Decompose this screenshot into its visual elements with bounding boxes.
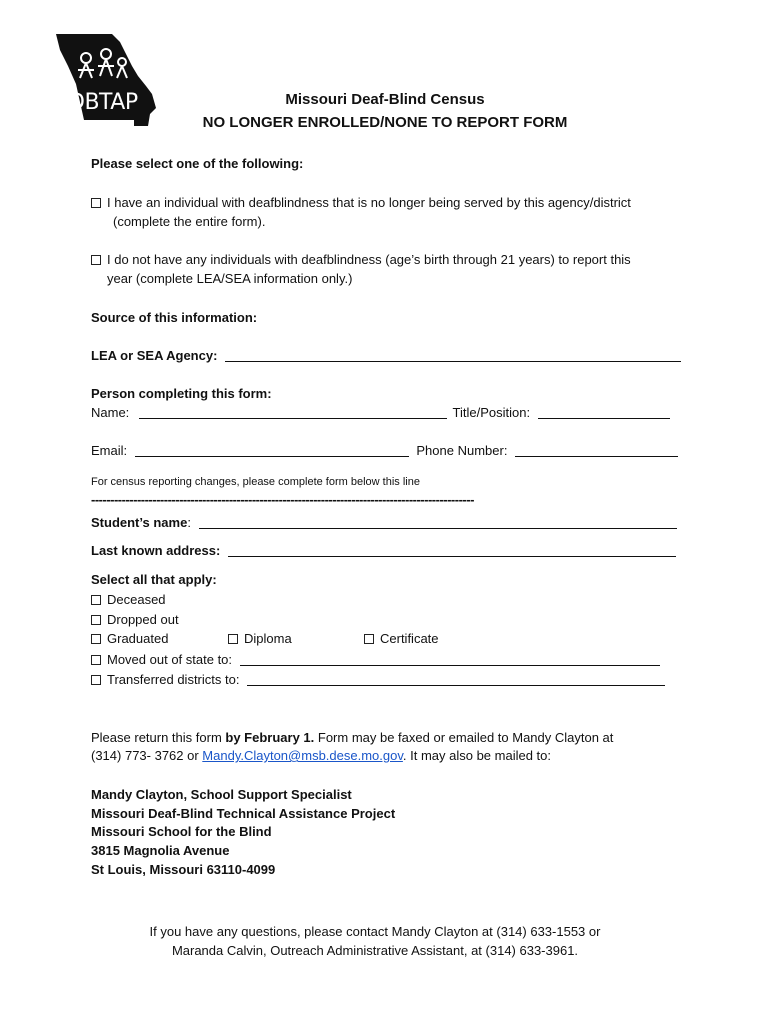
check-deceased	[91, 592, 166, 607]
phone-field[interactable]	[515, 444, 678, 457]
student-name-field[interactable]	[199, 516, 677, 529]
footer-line2: Maranda Calvin, Outreach Administrative Assistant, at (314) 633-3961.	[171, 943, 579, 958]
option-2-text-cont: year (complete LEA/SEA information only.)	[107, 271, 353, 286]
moved-checkbox[interactable]	[91, 655, 101, 665]
dropped-out-label: Dropped out	[107, 612, 179, 627]
return-deadline: by February 1.	[225, 730, 315, 745]
certificate-checkbox[interactable]	[364, 634, 374, 644]
person-label: Person completing this form:	[91, 386, 272, 401]
footer-line1: If you have any questions, please contact Mandy Clayton at (314) 633-1553 or	[149, 924, 601, 939]
deceased-checkbox[interactable]	[91, 595, 101, 605]
check-diploma	[228, 631, 292, 646]
address-line-3: Missouri School for the Blind	[91, 824, 272, 839]
deceased-label: Deceased	[107, 592, 166, 607]
option-2-text: I do not have any individuals with deafblindness (age’s birth through 21 years) to report this	[107, 252, 631, 267]
return-line2	[91, 748, 551, 763]
moved-field[interactable]	[240, 653, 660, 666]
address-line-4: 3815 Magnolia Avenue	[91, 843, 230, 858]
check-dropped-out	[91, 612, 179, 627]
transferred-label: Transferred districts to:	[107, 672, 240, 687]
agency-row	[91, 348, 681, 363]
option-2	[91, 252, 631, 267]
agency-label: LEA or SEA Agency:	[91, 348, 218, 363]
divider: ----------------------------------------------------------------------------------------------------	[91, 492, 474, 507]
last-address-row	[91, 543, 676, 558]
transferred-field[interactable]	[247, 673, 665, 686]
address-line-1: Mandy Clayton, School Support Specialist	[91, 787, 352, 802]
check-graduated	[91, 631, 168, 646]
logo-text: DBTAP	[68, 90, 138, 115]
email-link[interactable]: Mandy.Clayton@msb.dese.mo.gov	[202, 748, 403, 763]
student-name-label: Student’s name	[91, 515, 188, 530]
option-2-checkbox[interactable]	[91, 255, 101, 265]
census-note: For census reporting changes, please complete form below this line	[91, 476, 420, 488]
title-position-label: Title/Position:	[452, 405, 531, 420]
instructions: Please select one of the following:	[91, 156, 304, 171]
diploma-checkbox[interactable]	[228, 634, 238, 644]
option-1	[91, 195, 631, 210]
email-row	[91, 443, 678, 458]
source-label: Source of this information:	[91, 310, 258, 325]
return-text-4: . It may also be mailed to:	[402, 748, 552, 763]
diploma-label: Diploma	[244, 631, 292, 646]
last-address-field[interactable]	[228, 544, 676, 557]
return-text-3: (314) 773- 3762 or	[91, 748, 203, 763]
name-field[interactable]	[139, 406, 447, 419]
student-name-colon: :	[187, 515, 191, 530]
return-line1	[91, 730, 613, 745]
agency-field[interactable]	[225, 349, 681, 362]
check-moved	[91, 652, 660, 667]
return-text-1: Please return this form	[91, 730, 226, 745]
check-transferred	[91, 672, 665, 687]
select-all-label: Select all that apply:	[91, 572, 217, 587]
form-title-line2: NO LONGER ENROLLED/NONE TO REPORT FORM	[202, 114, 568, 131]
title-position-field[interactable]	[538, 406, 670, 419]
certificate-label: Certificate	[380, 631, 439, 646]
graduated-label: Graduated	[107, 631, 169, 646]
check-certificate	[364, 631, 439, 646]
email-label: Email:	[91, 443, 128, 458]
name-row	[91, 405, 670, 420]
name-label: Name:	[91, 405, 130, 420]
option-1-checkbox[interactable]	[91, 198, 101, 208]
student-name-row	[91, 515, 677, 530]
option-1-text-cont: (complete the entire form).	[113, 214, 266, 229]
graduated-checkbox[interactable]	[91, 634, 101, 644]
return-text-2: Form may be faxed or emailed to Mandy Clayton at	[314, 730, 614, 745]
address-line-5: St Louis, Missouri 63110-4099	[91, 862, 276, 877]
address-line-2: Missouri Deaf-Blind Technical Assistance Project	[91, 806, 396, 821]
email-field[interactable]	[135, 444, 409, 457]
moved-label: Moved out of state to:	[107, 652, 233, 667]
option-1-text: I have an individual with deafblindness that is no longer being served by this agency/district	[107, 195, 631, 210]
dropped-out-checkbox[interactable]	[91, 615, 101, 625]
form-title-line1: Missouri Deaf-Blind Census	[285, 91, 485, 108]
last-address-label: Last known address:	[91, 543, 221, 558]
phone-label: Phone Number:	[416, 443, 508, 458]
transferred-checkbox[interactable]	[91, 675, 101, 685]
